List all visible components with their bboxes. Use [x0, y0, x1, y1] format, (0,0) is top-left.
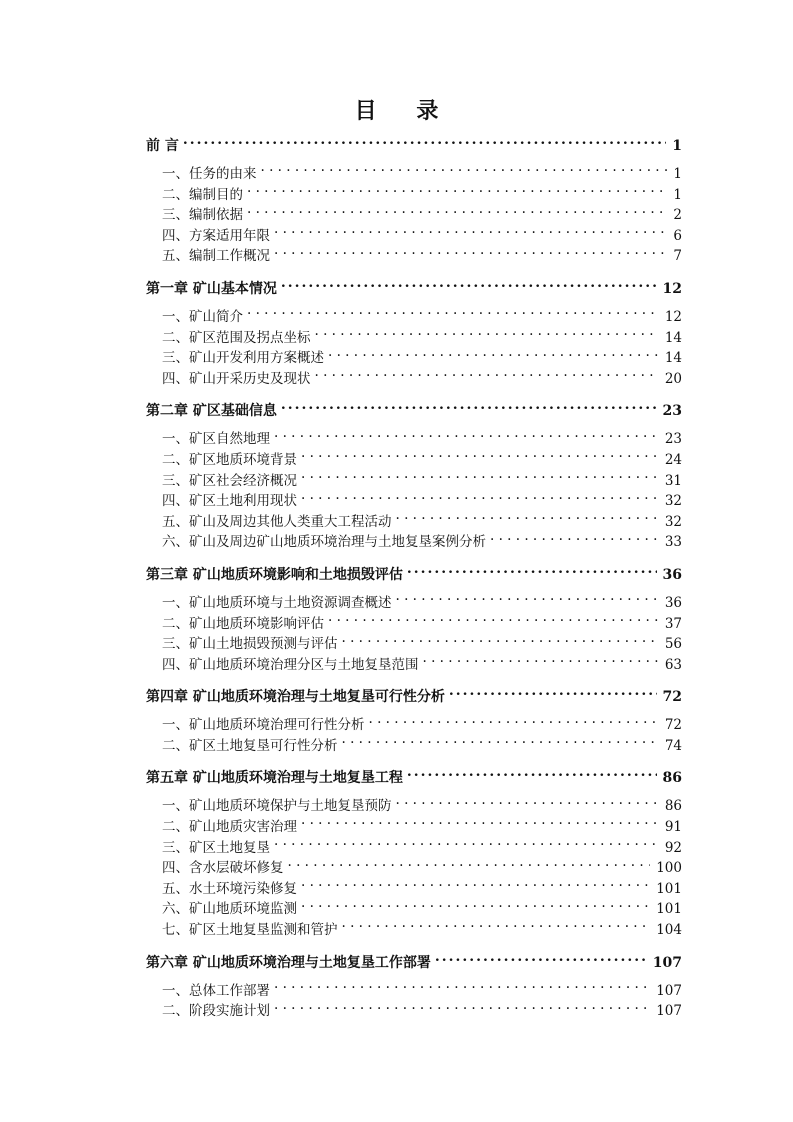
- toc-entry-label: 第二章 矿区基础信息: [146, 403, 277, 420]
- toc-dot-leader: [396, 593, 659, 607]
- toc-entry-label: 二、矿山地质环境影响评估: [162, 615, 324, 632]
- toc-entry-label: 五、水土环境污染修复: [162, 880, 297, 897]
- toc-entry-label: 一、矿山简介: [162, 308, 243, 325]
- toc-entry-label: 一、矿山地质环境保护与土地复垦预防: [162, 798, 392, 815]
- toc-page-number: 107: [656, 1003, 682, 1020]
- toc-dot-leader: [449, 687, 657, 701]
- toc-page-number: 32: [664, 493, 682, 510]
- toc-section-entry[interactable]: [146, 369, 682, 390]
- toc-section-entry[interactable]: [146, 1001, 682, 1022]
- toc-page-number: 2: [673, 207, 682, 224]
- toc-dot-leader: [435, 953, 647, 967]
- toc-section-entry[interactable]: [146, 348, 682, 369]
- toc-dot-leader: [315, 369, 659, 383]
- toc-entry-label: 四、矿山地质环境治理分区与土地复垦范围: [162, 656, 419, 673]
- toc-section-entry[interactable]: [146, 185, 682, 206]
- toc-page-number: 36: [664, 594, 682, 611]
- toc-entry-label: 三、矿区土地复垦: [162, 839, 270, 856]
- toc-page-number: 32: [664, 513, 682, 530]
- toc-section-entry[interactable]: [146, 655, 682, 676]
- toc-entry-label: 四、矿区土地利用现状: [162, 493, 297, 510]
- toc-entry-label: 七、矿区土地复垦监测和管护: [162, 922, 338, 939]
- toc-entry-label: 三、矿区社会经济概况: [162, 472, 297, 489]
- toc-dot-leader: [490, 533, 659, 547]
- toc-chapter-entry[interactable]: [146, 768, 682, 788]
- toc-dot-leader: [274, 226, 667, 240]
- toc-chapter-entry[interactable]: [146, 565, 682, 585]
- toc-page-number: 23: [662, 403, 682, 420]
- toc-entry-label: 第四章 矿山地质环境治理与土地复垦可行性分析: [146, 689, 445, 706]
- toc-dot-leader: [342, 736, 659, 750]
- toc-page-number: 101: [656, 901, 682, 918]
- toc-entry-label: 一、总体工作部署: [162, 982, 270, 999]
- toc-page-number: 14: [664, 329, 682, 346]
- toc-section-entry[interactable]: [146, 328, 682, 349]
- toc-dot-leader: [301, 879, 650, 893]
- toc-page-number: 36: [662, 566, 682, 583]
- toc-dot-leader: [183, 136, 666, 150]
- toc-page-number: 33: [664, 534, 682, 551]
- toc-section-entry[interactable]: [146, 879, 682, 900]
- toc-entry-label: 第六章 矿山地质环境治理与土地复垦工作部署: [146, 954, 431, 971]
- toc-dot-leader: [281, 279, 657, 293]
- toc-dot-leader: [274, 981, 650, 995]
- toc-page-number: 72: [664, 717, 682, 734]
- toc-page-number: 1: [672, 138, 682, 154]
- toc-section-entry[interactable]: [146, 817, 682, 838]
- toc-section-entry[interactable]: [146, 226, 682, 247]
- toc-entry-label: 二、编制目的: [162, 186, 243, 203]
- toc-dot-leader: [396, 512, 659, 526]
- toc-dot-leader: [301, 471, 659, 485]
- toc-entry-label: 三、矿山开发利用方案概述: [162, 350, 324, 367]
- toc-dot-leader: [247, 185, 667, 199]
- toc-section-entry[interactable]: [146, 491, 682, 512]
- toc-section-entry[interactable]: [146, 593, 682, 614]
- toc-section-entry[interactable]: [146, 920, 682, 941]
- toc-section-entry[interactable]: [146, 858, 682, 879]
- toc-section-entry[interactable]: [146, 471, 682, 492]
- toc-section-entry[interactable]: [146, 307, 682, 328]
- toc-page-number: 72: [662, 689, 682, 706]
- toc-page-number: 56: [664, 636, 682, 653]
- toc-entry-label: 一、矿区自然地理: [162, 431, 270, 448]
- toc-entry-label: 一、任务的由来: [162, 166, 257, 182]
- toc-dot-leader: [369, 716, 659, 730]
- toc-section-entry[interactable]: [146, 164, 682, 185]
- toc-dot-leader: [274, 430, 659, 444]
- toc-section-entry[interactable]: [146, 205, 682, 226]
- toc-entry-label: 二、阶段实施计划: [162, 1003, 270, 1020]
- toc-dot-leader: [301, 450, 659, 464]
- toc-entry-label: 四、含水层破坏修复: [162, 860, 284, 877]
- toc-dot-leader: [301, 818, 659, 832]
- toc-page-number: 14: [664, 350, 682, 367]
- toc-dot-leader: [247, 307, 659, 321]
- toc-dot-leader: [274, 838, 659, 852]
- toc-section-entry[interactable]: [146, 450, 682, 471]
- toc-page-number: 107: [656, 982, 682, 999]
- toc-page-number: 100: [656, 860, 682, 877]
- toc-section-entry[interactable]: [146, 736, 682, 757]
- toc-dot-leader: [274, 247, 667, 261]
- toc-page-number: 7: [673, 248, 682, 265]
- toc-dot-leader: [301, 900, 650, 914]
- toc-chapter-entry[interactable]: [146, 279, 682, 299]
- toc-dot-leader: [407, 565, 657, 579]
- toc-section-entry[interactable]: [146, 981, 682, 1002]
- toc-entry-label: 一、矿山地质环境与土地资源调查概述: [162, 594, 392, 611]
- toc-page-number: 92: [664, 839, 682, 856]
- toc-page-number: 91: [664, 819, 682, 836]
- toc-entry-label: 二、矿区地质环境背景: [162, 451, 297, 468]
- page-title: 目 录: [354, 98, 455, 124]
- table-of-contents: [146, 136, 682, 1022]
- toc-page-number: 86: [662, 770, 682, 787]
- toc-page-number: 107: [652, 954, 682, 971]
- toc-page-number: 1: [673, 166, 682, 182]
- toc-dot-leader: [301, 492, 659, 506]
- toc-section-entry[interactable]: [146, 532, 682, 553]
- toc-dot-leader: [328, 349, 659, 363]
- toc-section-entry[interactable]: [146, 614, 682, 635]
- toc-chapter-entry[interactable]: [146, 687, 682, 707]
- toc-entry-label: 五、矿山及周边其他人类重大工程活动: [162, 513, 392, 530]
- toc-dot-leader: [407, 768, 657, 782]
- toc-dot-leader: [274, 1002, 650, 1016]
- toc-entry-label: 二、矿山地质灾害治理: [162, 819, 297, 836]
- toc-page-number: 31: [664, 472, 682, 489]
- toc-entry-label: 第三章 矿山地质环境影响和土地损毁评估: [146, 566, 403, 583]
- toc-chapter-entry[interactable]: [146, 136, 682, 156]
- toc-page-number: 86: [664, 798, 682, 815]
- toc-chapter-entry[interactable]: [146, 953, 682, 973]
- toc-section-entry[interactable]: [146, 796, 682, 817]
- toc-page-number: 74: [664, 737, 682, 754]
- toc-dot-leader: [261, 165, 668, 179]
- toc-page-number: 104: [656, 922, 682, 939]
- toc-page-number: 23: [664, 431, 682, 448]
- toc-dot-leader: [315, 328, 659, 342]
- toc-dot-leader: [247, 206, 667, 220]
- toc-dot-leader: [423, 655, 659, 669]
- toc-page-number: 63: [664, 656, 682, 673]
- toc-dot-leader: [288, 859, 651, 873]
- toc-entry-label: 四、矿山开采历史及现状: [162, 370, 311, 387]
- toc-section-entry[interactable]: [146, 634, 682, 655]
- toc-section-entry[interactable]: [146, 715, 682, 736]
- toc-entry-label: 前 言: [146, 138, 179, 154]
- toc-dot-leader: [328, 614, 659, 628]
- toc-dot-leader: [342, 921, 651, 935]
- toc-entry-label: 第一章 矿山基本情况: [146, 280, 277, 297]
- toc-page-number: 20: [664, 370, 682, 387]
- toc-page-number: 1: [673, 186, 682, 203]
- toc-entry-label: 五、编制工作概况: [162, 248, 270, 265]
- toc-entry-label: 六、矿山地质环境监测: [162, 901, 297, 918]
- toc-entry-label: 六、矿山及周边矿山地质环境治理与土地复垦案例分析: [162, 534, 486, 551]
- toc-entry-label: 二、矿区土地复垦可行性分析: [162, 737, 338, 754]
- toc-section-entry[interactable]: [146, 899, 682, 920]
- toc-page-number: 6: [673, 227, 682, 244]
- toc-entry-label: 三、矿山土地损毁预测与评估: [162, 636, 338, 653]
- toc-section-entry[interactable]: [146, 838, 682, 859]
- toc-section-entry[interactable]: [146, 246, 682, 267]
- toc-page-number: 101: [656, 880, 682, 897]
- toc-dot-leader: [281, 401, 657, 415]
- toc-section-entry[interactable]: [146, 429, 682, 450]
- toc-page-number: 37: [664, 615, 682, 632]
- toc-entry-label: 三、编制依据: [162, 207, 243, 224]
- toc-chapter-entry[interactable]: [146, 401, 682, 421]
- toc-section-entry[interactable]: [146, 512, 682, 533]
- toc-page-number: 24: [664, 451, 682, 468]
- toc-entry-label: 二、矿区范围及拐点坐标: [162, 329, 311, 346]
- toc-page-number: 12: [662, 280, 682, 297]
- toc-dot-leader: [396, 797, 659, 811]
- toc-entry-label: 一、矿山地质环境治理可行性分析: [162, 717, 365, 734]
- toc-entry-label: 第五章 矿山地质环境治理与土地复垦工程: [146, 770, 403, 787]
- toc-page-number: 12: [664, 308, 682, 325]
- toc-entry-label: 四、方案适用年限: [162, 227, 270, 244]
- toc-dot-leader: [342, 635, 659, 649]
